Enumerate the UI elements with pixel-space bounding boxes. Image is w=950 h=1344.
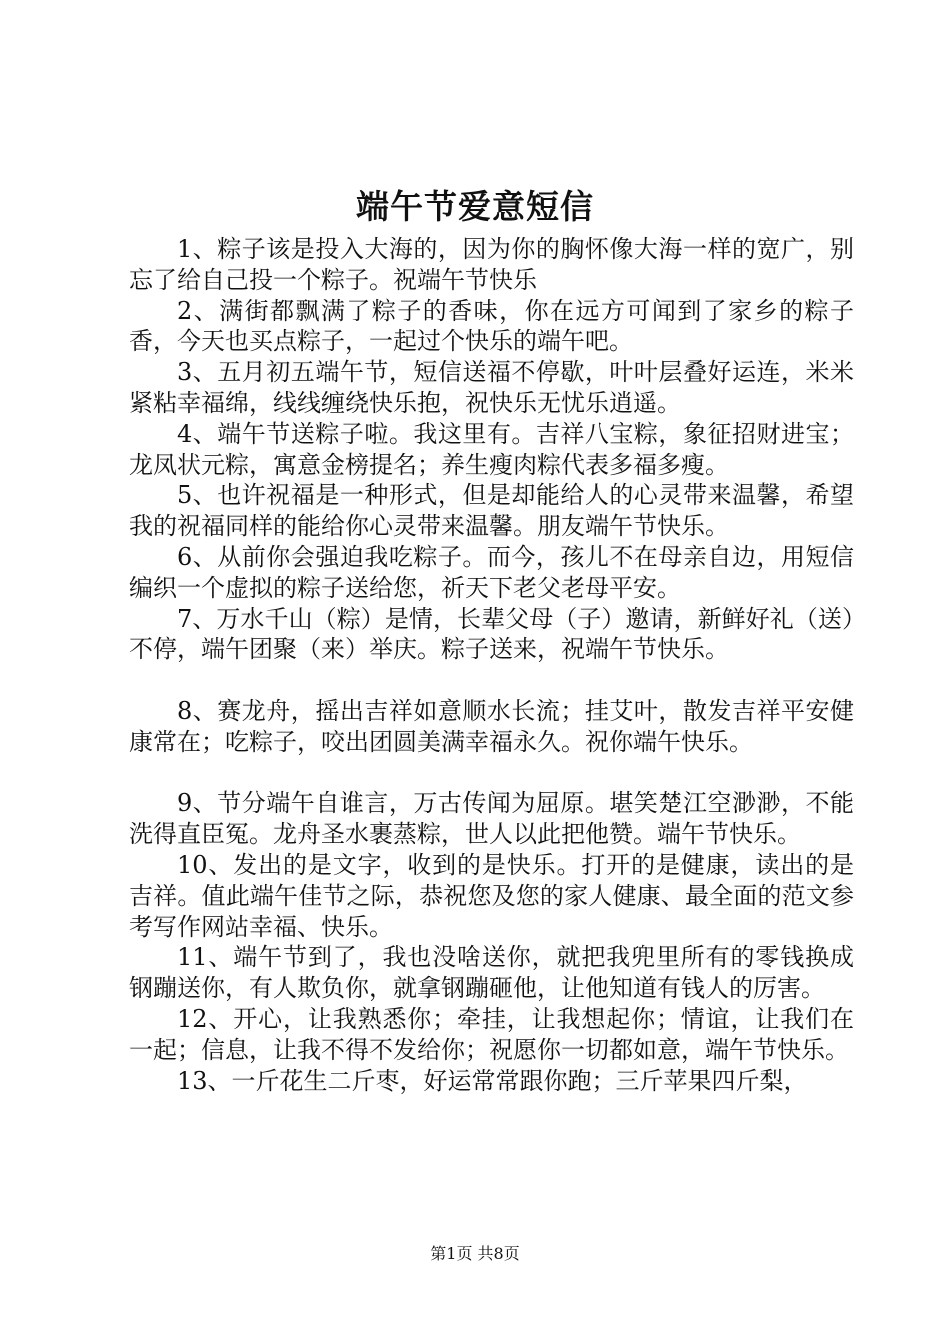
paragraph-3: 3、五月初五端午节，短信送福不停歇，叶叶层叠好运连，米米紧粘幸福绵，线线缠绕快乐抱，祝快乐无忧乐逍遥。	[129, 358, 854, 417]
paragraph-4: 4、端午节送粽子啦。我这里有。吉祥八宝粽，象征招财进宝；龙凤状元粽，寓意金榜提名；养生瘦肉粽代表多福多瘦。	[129, 419, 854, 479]
paragraph-13: 13、一斤花生二斤枣，好运常常跟你跑；三斤苹果四斤梨，	[177, 1066, 808, 1095]
paragraph-5: 5、也许祝福是一种形式，但是却能给人的心灵带来温馨，希望我的祝福同样的能给你心灵带来温馨。朋友端午节快乐。	[129, 481, 854, 541]
paragraph-8: 8、赛龙舟，摇出吉祥如意顺水长流；挂艾叶，散发吉祥平安健康常在；吃粽子，咬出团圆美满幸福永久。祝你端午快乐。	[129, 696, 854, 756]
paragraph-11: 11、端午节到了，我也没啥送你，就把我兜里所有的零钱换成钢蹦送你，有人欺负你，就拿钢蹦砸他，让他知道有钱人的厉害。	[129, 943, 854, 1003]
paragraph-1: 1、粽子该是投入大海的，因为你的胸怀像大海一样的宽广，别忘了给自己投一个粽子。祝端午节快乐	[129, 235, 854, 294]
paragraph-12: 12、开心，让我熟悉你；牵挂，让我想起你；情谊，让我们在一起；信息，让我不得不发给你；祝愿你一切都如意，端午节快乐。	[129, 1004, 854, 1064]
paragraph-9: 9、节分端午自谁言，万古传闻为屈原。堪笑楚江空渺渺，不能洗得直臣冤。龙舟圣水裹蒸粽，世人以此把他赞。端午节快乐。	[129, 789, 854, 849]
document-title: 端午节爱意短信	[356, 187, 594, 226]
paragraph-7: 7、万水千山（粽）是情，长辈父母（子）邀请，新鲜好礼（送）不停，端午团聚（来）举庆。粽子送来，祝端午节快乐。	[129, 604, 854, 664]
page-number-footer: 第1页 共8页	[430, 1244, 520, 1263]
paragraph-10: 10、发出的是文字，收到的是快乐。打开的是健康，读出的是吉祥。值此端午佳节之际，恭祝您及您的家人健康、最全面的范文参考写作网站幸福、快乐。	[129, 850, 854, 941]
document-body	[129, 234, 854, 1096]
paragraph-2: 2、满街都飘满了粽子的香味，你在远方可闻到了家乡的粽子香，今天也买点粽子，一起过个快乐的端午吧。	[129, 296, 854, 356]
paragraph-6: 6、从前你会强迫我吃粽子。而今，孩儿不在母亲自边，用短信编织一个虚拟的粽子送给您，祈天下老父老母平安。	[129, 542, 854, 602]
